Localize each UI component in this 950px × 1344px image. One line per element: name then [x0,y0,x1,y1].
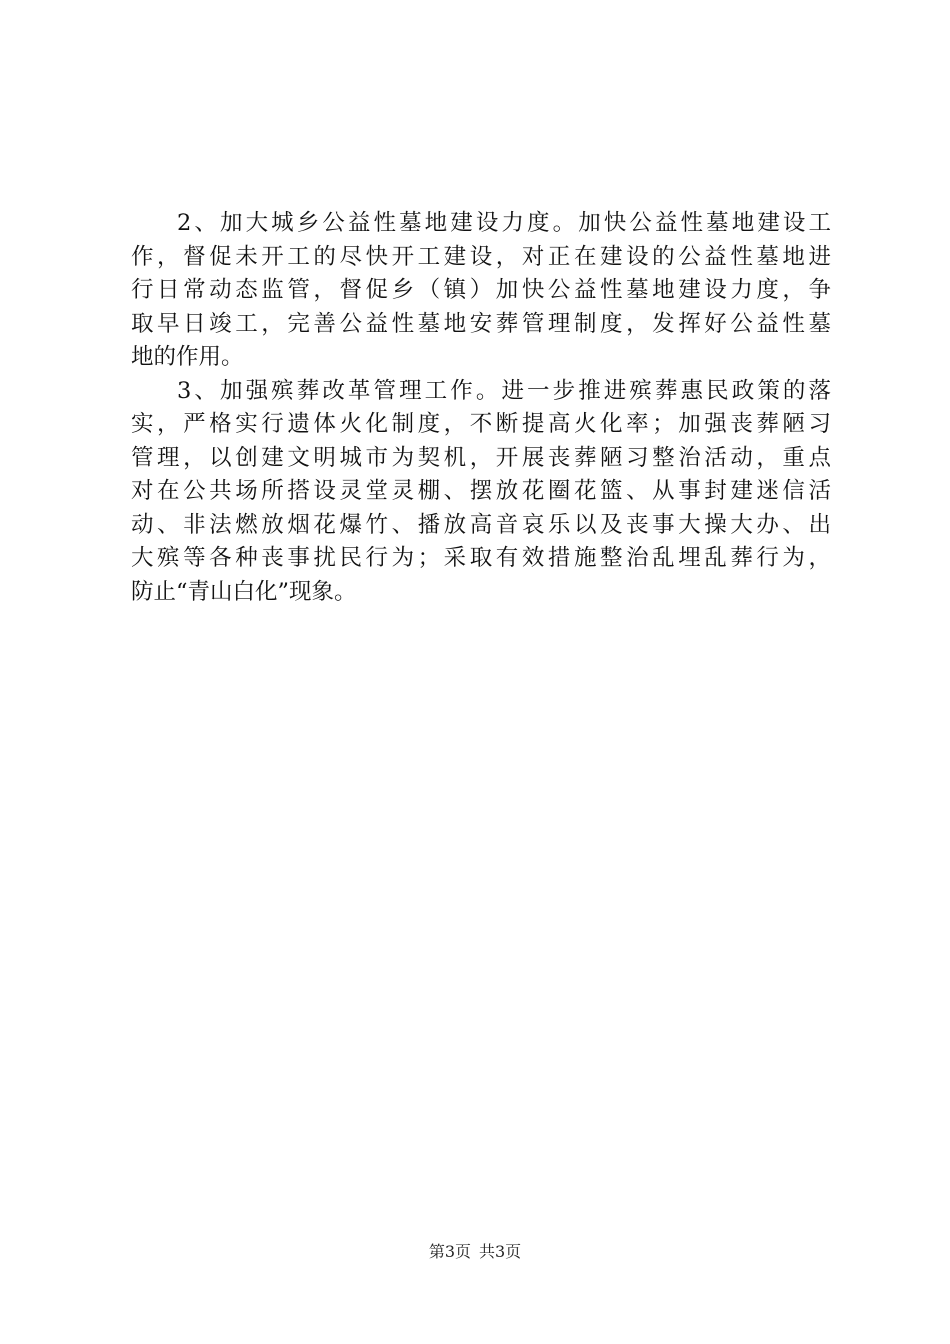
paragraph-3-line-4: 对在公共场所搭设灵堂灵棚、摆放花圈花篮、从事封建迷信活 [131,478,831,504]
page-number-total: 共3页 [479,1242,522,1261]
document-body [131,207,831,609]
paragraph-3-line-2: 实，严格实行遗体火化制度，不断提高火化率；加强丧葬陋习 [131,411,831,437]
page-footer [0,1242,950,1262]
page-number-current: 第3页 [428,1242,471,1261]
paragraph-3-line-6: 大殡等各种丧事扰民行为；采取有效措施整治乱埋乱葬行为， [131,545,831,571]
paragraph-2-line-5: 地的作用。 [131,344,244,370]
paragraph-2-line-1: 2、加大城乡公益性墓地建设力度。加快公益性墓地建设工 [177,210,831,236]
paragraph-3-line-5: 动、非法燃放烟花爆竹、播放高音哀乐以及丧事大操大办、出 [131,511,831,538]
paragraph-3-line-7: 防止“青山白化”现象。 [131,578,357,605]
paragraph-3-line-1: 3、加强殡葬改革管理工作。进一步推进殡葬惠民政策的落 [177,377,831,404]
paragraph-2-line-2: 作，督促未开工的尽快开工建设，对正在建设的公益性墓地进 [131,243,831,270]
paragraph-2-line-3: 行日常动态监管，督促乡（镇）加快公益性墓地建设力度，争 [131,277,831,303]
paragraph-2-line-4: 取早日竣工，完善公益性墓地安葬管理制度，发挥好公益性墓 [131,310,831,337]
paragraph-3-line-3: 管理，以创建文明城市为契机，开展丧葬陋习整治活动，重点 [131,444,831,471]
